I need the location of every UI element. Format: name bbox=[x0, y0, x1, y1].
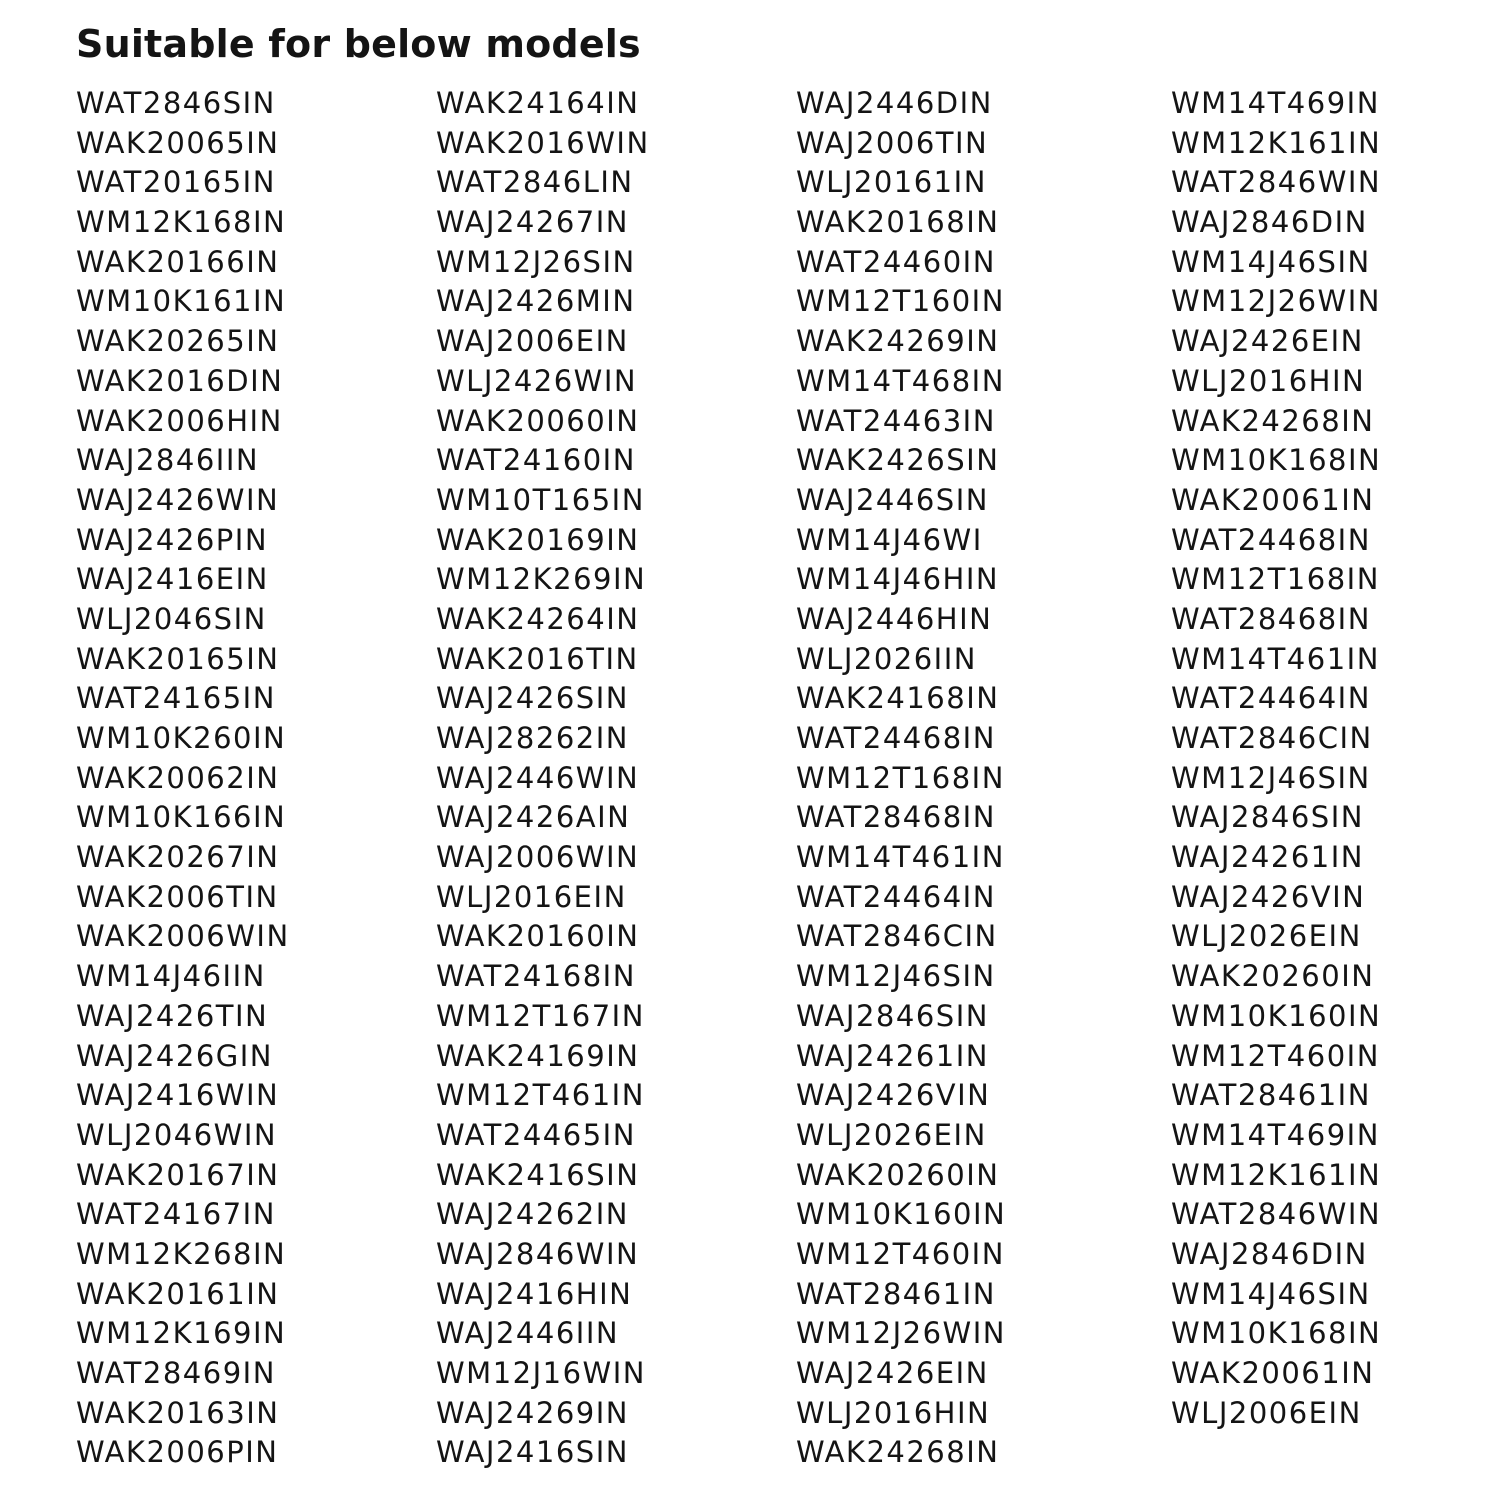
model-number: WM12T460IN bbox=[796, 1236, 1005, 1271]
model-column-1 bbox=[76, 84, 290, 1473]
model-number: WAJ2426PIN bbox=[76, 522, 269, 557]
model-number: WAJ2846IIN bbox=[76, 443, 260, 478]
model-number: WAK20260IN bbox=[796, 1157, 1000, 1192]
model-number: WM12K161IN bbox=[1171, 125, 1382, 160]
model-number: WAK20061IN bbox=[1171, 482, 1375, 517]
model-number: WAT2846WIN bbox=[1171, 1197, 1382, 1232]
model-number: WAJ2846SIN bbox=[796, 998, 989, 1033]
model-number: WM10K168IN bbox=[1171, 1316, 1382, 1351]
model-number: WAT2846LIN bbox=[436, 165, 634, 200]
model-number: WAK20165IN bbox=[76, 641, 280, 676]
model-number: WAT24460IN bbox=[796, 244, 996, 279]
model-number: WLJ2016HIN bbox=[796, 1395, 991, 1430]
model-number: WAJ2006TIN bbox=[796, 125, 989, 160]
model-number: WM14T461IN bbox=[796, 840, 1005, 875]
model-number: WAT24165IN bbox=[76, 681, 276, 716]
model-number: WM12J26SIN bbox=[436, 244, 636, 279]
model-number: WM12K169IN bbox=[76, 1316, 287, 1351]
model-number: WAJ2426GIN bbox=[76, 1038, 274, 1073]
model-number: WAT28461IN bbox=[1171, 1078, 1371, 1113]
model-number: WAJ2846WIN bbox=[436, 1236, 640, 1271]
model-number: WAJ2426EIN bbox=[796, 1356, 989, 1390]
model-number: WM12J26WIN bbox=[1171, 284, 1381, 319]
model-number: WLJ2016EIN bbox=[436, 879, 627, 914]
model-number: WAJ2416HIN bbox=[436, 1276, 633, 1311]
model-number: WM14T461IN bbox=[1171, 641, 1380, 676]
model-number: WAT2846WIN bbox=[1171, 165, 1382, 200]
model-number: WAT28469IN bbox=[76, 1356, 276, 1390]
model-number: WAK20267IN bbox=[76, 840, 280, 875]
model-number: WAK2016WIN bbox=[436, 125, 650, 160]
model-number: WAK2006WIN bbox=[76, 919, 290, 954]
model-number: WAJ2426EIN bbox=[1171, 324, 1364, 359]
model-number: WAK20160IN bbox=[436, 919, 640, 954]
model-number: WAJ2426TIN bbox=[76, 998, 269, 1033]
model-number: WAJ2006EIN bbox=[436, 324, 629, 359]
model-number: WAJ24267IN bbox=[436, 205, 629, 240]
model-number: WAK2006HIN bbox=[76, 403, 283, 438]
model-number: WAK20168IN bbox=[796, 205, 1000, 240]
model-number: WAT24463IN bbox=[796, 403, 996, 438]
model-number: WM14T469IN bbox=[1171, 1117, 1380, 1152]
model-number: WAT24464IN bbox=[1171, 681, 1371, 716]
model-number: WAK24268IN bbox=[1171, 403, 1375, 438]
model-number: WAT24465IN bbox=[436, 1117, 636, 1152]
model-number: WAK20161IN bbox=[76, 1276, 280, 1311]
model-number: WAK24169IN bbox=[436, 1038, 640, 1073]
model-number: WM14T468IN bbox=[796, 363, 1005, 398]
model-number: WAJ2416EIN bbox=[76, 562, 269, 597]
model-number: WAJ2426VIN bbox=[796, 1078, 991, 1113]
model-number: WAJ2416WIN bbox=[76, 1078, 280, 1113]
model-number: WAJ2426MIN bbox=[436, 284, 636, 319]
model-number: WAJ2416SIN bbox=[436, 1435, 629, 1470]
model-number: WAT24468IN bbox=[796, 721, 996, 755]
model-number: WAJ2846SIN bbox=[1171, 800, 1364, 835]
model-number: WAT28468IN bbox=[796, 800, 996, 835]
model-column-2 bbox=[436, 84, 650, 1473]
model-number: WM14J46SIN bbox=[1171, 244, 1371, 279]
model-number: WM12K269IN bbox=[436, 562, 647, 597]
model-number: WLJ2026EIN bbox=[1171, 919, 1362, 954]
model-number: WAK24264IN bbox=[436, 601, 640, 636]
model-number: WAK20163IN bbox=[76, 1395, 280, 1430]
model-number: WLJ2006EIN bbox=[1171, 1395, 1362, 1430]
model-number: WAJ2446HIN bbox=[796, 601, 993, 636]
model-number: WAJ2446IIN bbox=[436, 1316, 620, 1351]
model-number: WM12J46SIN bbox=[1171, 760, 1371, 795]
model-number: WAT20165IN bbox=[76, 165, 276, 200]
model-number: WAK2006TIN bbox=[76, 879, 279, 914]
model-number: WAJ2446DIN bbox=[796, 86, 993, 120]
model-number: WM12K268IN bbox=[76, 1236, 287, 1271]
model-number: WAT2846SIN bbox=[76, 86, 276, 120]
model-number: WAK24268IN bbox=[796, 1435, 1000, 1470]
model-number: WLJ20161IN bbox=[796, 165, 987, 200]
model-number: WAJ2426SIN bbox=[436, 681, 629, 716]
model-number: WLJ2426WIN bbox=[436, 363, 638, 398]
model-number: WM14T469IN bbox=[1171, 86, 1380, 120]
model-number: WAT28461IN bbox=[796, 1276, 996, 1311]
model-number: WAK2416SIN bbox=[436, 1157, 640, 1192]
model-number: WLJ2026IIN bbox=[796, 641, 977, 676]
model-column-4 bbox=[1171, 84, 1381, 1433]
model-number: WAT24168IN bbox=[436, 959, 636, 994]
model-number: WM10K166IN bbox=[76, 800, 287, 835]
model-number: WAT2846CIN bbox=[1171, 721, 1373, 755]
model-number: WM12T168IN bbox=[1171, 562, 1380, 597]
model-number: WM12K168IN bbox=[76, 205, 287, 240]
model-number: WAT24464IN bbox=[796, 879, 996, 914]
model-number: WLJ2046WIN bbox=[76, 1117, 278, 1152]
model-number: WLJ2016HIN bbox=[1171, 363, 1366, 398]
model-number: WM12T460IN bbox=[1171, 1038, 1380, 1073]
model-number: WAK20169IN bbox=[436, 522, 640, 557]
model-number: WAJ2846DIN bbox=[1171, 1236, 1368, 1271]
model-number: WAK24269IN bbox=[796, 324, 1000, 359]
model-number: WAJ24261IN bbox=[796, 1038, 989, 1073]
model-number: WAK20166IN bbox=[76, 244, 280, 279]
model-number: WAK20060IN bbox=[436, 403, 640, 438]
model-number: WAT28468IN bbox=[1171, 601, 1371, 636]
model-number: WAK20265IN bbox=[76, 324, 280, 359]
model-number: WAJ24261IN bbox=[1171, 840, 1364, 875]
model-number: WAK20061IN bbox=[1171, 1356, 1375, 1390]
model-number: WLJ2026EIN bbox=[796, 1117, 987, 1152]
model-number: WM12T167IN bbox=[436, 998, 645, 1033]
model-column-3 bbox=[796, 84, 1006, 1473]
model-number: WM12T168IN bbox=[796, 760, 1005, 795]
model-number: WAJ2426AIN bbox=[436, 800, 631, 835]
model-number: WM10K260IN bbox=[76, 721, 287, 755]
model-number: WAJ28262IN bbox=[436, 721, 629, 755]
model-number: WAJ2006WIN bbox=[436, 840, 640, 875]
model-number: WAJ2426VIN bbox=[1171, 879, 1366, 914]
model-number: WM12T160IN bbox=[796, 284, 1005, 319]
model-number: WAJ24269IN bbox=[436, 1395, 629, 1430]
model-number: WAK20167IN bbox=[76, 1157, 280, 1192]
model-number: WM10K168IN bbox=[1171, 443, 1382, 478]
model-number: WM12J26WIN bbox=[796, 1316, 1006, 1351]
model-number: WAJ2446SIN bbox=[796, 482, 989, 517]
model-number: WM10K161IN bbox=[76, 284, 287, 319]
page-title: Suitable for below models bbox=[76, 22, 641, 66]
model-number: WAJ2426WIN bbox=[76, 482, 280, 517]
model-number: WAK24168IN bbox=[796, 681, 1000, 716]
model-number: WAK20062IN bbox=[76, 760, 280, 795]
model-number: WAT24167IN bbox=[76, 1197, 276, 1232]
model-number: WAT24160IN bbox=[436, 443, 636, 478]
model-number: WM14J46WI bbox=[796, 522, 983, 557]
model-number: WAK2016DIN bbox=[76, 363, 284, 398]
model-number: WAT2846CIN bbox=[796, 919, 998, 954]
model-number: WM14J46IIN bbox=[76, 959, 266, 994]
model-number: WM10K160IN bbox=[1171, 998, 1382, 1033]
model-number: WM12J46SIN bbox=[796, 959, 996, 994]
model-number: WM10T165IN bbox=[436, 482, 645, 517]
model-number: WAJ2846DIN bbox=[1171, 205, 1368, 240]
model-number: WM12J16WIN bbox=[436, 1356, 646, 1390]
model-number: WAT24468IN bbox=[1171, 522, 1371, 557]
model-number: WM10K160IN bbox=[796, 1197, 1007, 1232]
model-number: WM12T461IN bbox=[436, 1078, 645, 1113]
model-number: WAK2016TIN bbox=[436, 641, 639, 676]
model-number: WAK20260IN bbox=[1171, 959, 1375, 994]
model-number: WAK24164IN bbox=[436, 86, 640, 120]
model-number: WM14J46SIN bbox=[1171, 1276, 1371, 1311]
model-number: WAK2426SIN bbox=[796, 443, 1000, 478]
model-number: WAK20065IN bbox=[76, 125, 280, 160]
model-number: WAJ24262IN bbox=[436, 1197, 629, 1232]
model-number: WAK2006PIN bbox=[76, 1435, 279, 1470]
model-number: WM14J46HIN bbox=[796, 562, 1000, 597]
model-number: WAJ2446WIN bbox=[436, 760, 640, 795]
model-number: WLJ2046SIN bbox=[76, 601, 267, 636]
model-number: WM12K161IN bbox=[1171, 1157, 1382, 1192]
